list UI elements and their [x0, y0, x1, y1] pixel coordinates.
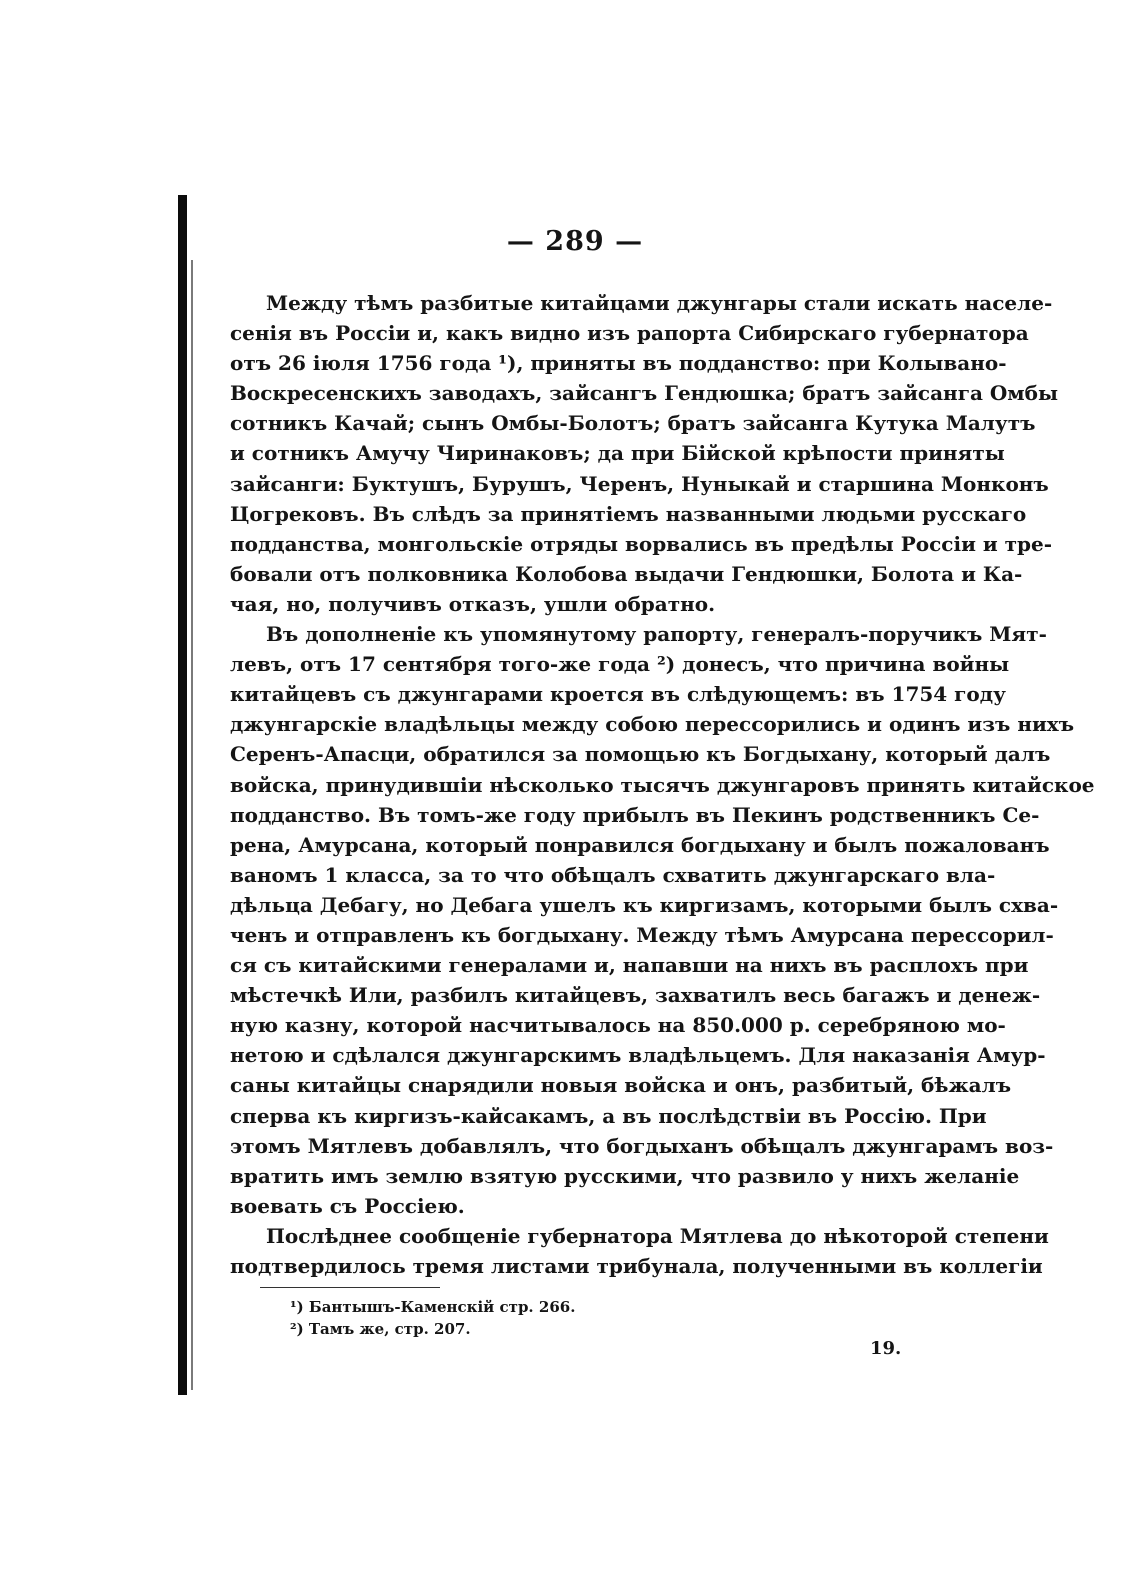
text-line: саны китайцы снарядили новыя войска и онъ, разбитый, бѣжалъ — [230, 1073, 1012, 1098]
text-line: чая, но, получивъ отказъ, ушли обратно. — [230, 591, 716, 616]
text-line: ся съ китайскими генералами и, напавши на нихъ въ расплохъ при — [230, 953, 1029, 978]
body-text — [230, 288, 1095, 1281]
text-line: Въ дополненіе къ упомянутому рапорту, генералъ-поручикъ Мят- — [266, 622, 1047, 647]
text-line: вратить имъ землю взятую русскими, что развило у нихъ желаніе — [230, 1163, 1020, 1188]
text-line: левъ, отъ 17 сентября того-же года ²) донесъ, что причина войны — [230, 652, 1010, 677]
text-line: рена, Амурсана, который понравился богдыхану и былъ пожалованъ — [230, 832, 1050, 857]
text-line: джунгарскіе владѣльцы между собою перессорились и одинъ изъ нихъ — [230, 712, 1075, 737]
binding-shadow — [178, 195, 187, 1395]
signature-mark: 19. — [870, 1338, 902, 1359]
footnote-separator — [260, 1287, 440, 1288]
text-line: зайсанги: Буктушъ, Бурушъ, Черенъ, Нуныкай и старшина Монконъ — [230, 471, 1049, 496]
text-line: сперва къ киргизъ-кайсакамъ, а въ послѣдствіи въ Россію. При — [230, 1103, 987, 1128]
text-line: дѣльца Дебагу, но Дебага ушелъ къ киргизамъ, которыми былъ схва- — [230, 892, 1059, 917]
text-line: сенія въ Россіи и, какъ видно изъ рапорта Сибирскаго губернатора — [230, 321, 1029, 346]
footnote: ¹) Бантышъ-Каменскій стр. 266. — [290, 1298, 576, 1316]
text-line: сотникъ Качай; сынъ Омбы-Болотъ; братъ зайсанга Кутука Малутъ — [230, 411, 1036, 436]
text-line: Воскресенскихъ заводахъ, зайсангъ Гендюшка; братъ зайсанга Омбы — [230, 381, 1059, 406]
text-line: Цогрековъ. Въ слѣдъ за принятіемъ названными людьми русскаго — [230, 501, 1027, 526]
footnote: ²) Тамъ же, стр. 207. — [290, 1320, 471, 1338]
binding-shadow-line — [191, 260, 193, 1390]
footnotes — [290, 1296, 690, 1340]
text-line: бовали отъ полковника Колобова выдачи Гендюшки, Болота и Ка- — [230, 561, 1023, 586]
text-line: Серенъ-Апасци, обратился за помощью къ Богдыхану, который далъ — [230, 742, 1051, 767]
text-line: мѣстечкѣ Или, разбилъ китайцевъ, захватилъ весь багажъ и денеж- — [230, 983, 1041, 1008]
text-line: этомъ Мятлевъ добавлялъ, что богдыханъ обѣщалъ джунгарамъ воз- — [230, 1133, 1054, 1158]
page-number: — 289 — — [506, 226, 644, 257]
text-line: войска, принудившіи нѣсколько тысячъ джунгаровъ принять китайское — [230, 772, 1095, 797]
text-line: подданства, монгольскіе отряды ворвались въ предѣлы Россіи и тре- — [230, 531, 1053, 556]
text-line: китайцевъ съ джунгарами кроется въ слѣдующемъ: въ 1754 году — [230, 682, 1006, 707]
text-line: нетою и сдѣлался джунгарскимъ владѣльцемъ. Для наказанія Амур- — [230, 1043, 1046, 1068]
text-line: подтвердилось тремя листами трибунала, полученными въ коллегіи — [230, 1254, 1043, 1278]
text-line: отъ 26 іюля 1756 года ¹), приняты въ подданство: при Колывано- — [230, 351, 1007, 376]
text-line: Послѣднее сообщеніе губернатора Мятлева до нѣкоторой степени — [266, 1223, 1049, 1248]
text-line: и сотникъ Амучу Чиринаковъ; да при Бійской крѣпости приняты — [230, 441, 1005, 466]
text-line: ную казну, которой насчитывалось на 850.000 р. серебряною мо- — [230, 1013, 1006, 1038]
text-line: ваномъ 1 класса, за то что обѣщалъ схватить джунгарскаго вла- — [230, 862, 996, 887]
text-line: ченъ и отправленъ къ богдыхану. Между тѣмъ Амурсана перессорил- — [230, 922, 1054, 947]
text-line: подданство. Въ томъ-же году прибылъ въ Пекинъ родственникъ Се- — [230, 802, 1040, 827]
text-line: воевать съ Россіею. — [230, 1193, 465, 1218]
text-line: Между тѣмъ разбитые китайцами джунгары стали искать населе- — [266, 291, 1053, 315]
